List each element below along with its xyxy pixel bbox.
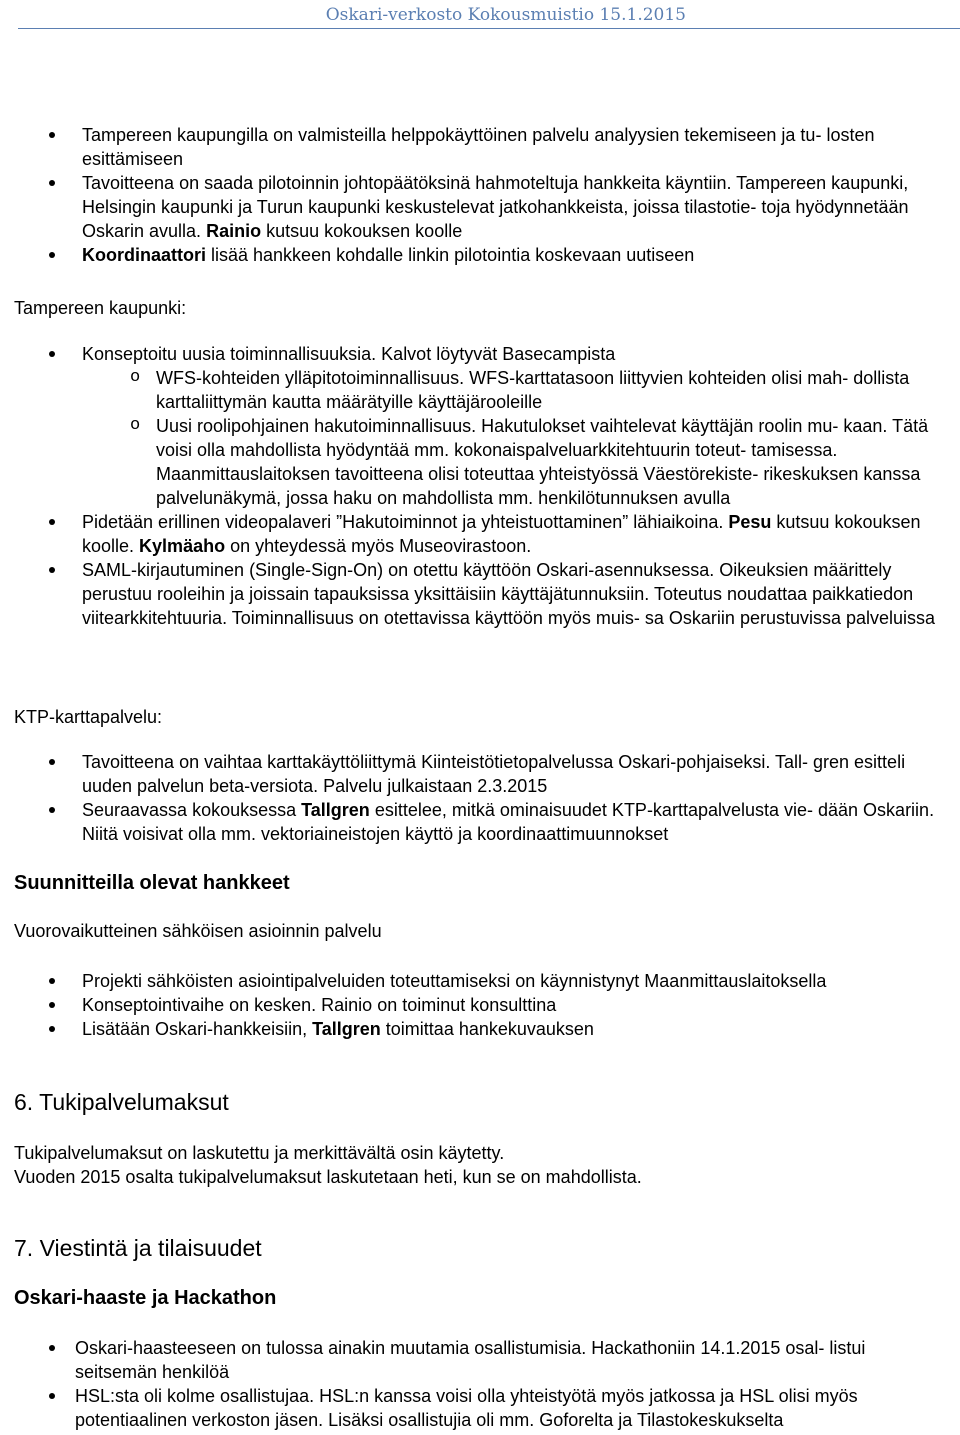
list-item: Tavoitteena on vaihtaa karttakäyttöliittymä Kiinteistötietopalvelussa Oskari-pohjaiseksi. Tall- gren esitteli uuden palvelun beta-versiota. Palvelu julkaistaan 2.3.2015 — [14, 750, 946, 798]
tampere-list — [14, 342, 946, 630]
list-item: HSL:sta oli kolme osallistujaa. HSL:n kanssa voisi olla yhteistyötä myös jatkossa ja HSL olisi myös potentiaalinen verkoston jäsen. Lisäksi osallistujia oli mm. Goforelta ja Tilastokeskukselta — [14, 1384, 946, 1432]
list-item: Koordinaattori lisää hankkeen kohdalle linkin pilotointia koskevaan uutiseen — [14, 243, 946, 267]
list-item: Oskari-haasteeseen on tulossa ainakin muutamia osallistumisia. Hackathoniin 14.1.2015 osal- listui seitsemän henkilöä — [14, 1336, 946, 1384]
intro-section — [14, 123, 946, 267]
section7-heading: 7. Viestintä ja tilaisuudet — [14, 1235, 262, 1261]
section7-subheading: Oskari-haaste ja Hackathon — [14, 1287, 277, 1309]
page-header — [0, 0, 960, 30]
ktp-heading: KTP-karttapalvelu: — [14, 707, 163, 727]
header-title: Oskari-verkosto Kokousmuistio 15.1.2015 — [322, 5, 690, 25]
list-item: Konseptointivaihe on kesken. Rainio on toiminut konsulttina — [14, 993, 946, 1017]
section7-list — [14, 1336, 946, 1432]
list-item: Seuraavassa kokouksessa Tallgren esittelee, mitkä ominaisuudet KTP-karttapalvelusta vie- dään Oskariin. Niitä voisivat olla mm. vektoriaineistojen käyttö ja koordinaattimuunnokset — [14, 798, 946, 846]
planned-heading: Suunnitteilla olevat hankkeet — [14, 872, 290, 894]
ktp-list — [14, 750, 946, 846]
intro-list — [14, 123, 946, 267]
tampere-heading: Tampereen kaupunki: — [14, 298, 187, 318]
section6-line1: Tukipalvelumaksut on laskutettu ja merkittävältä osin käytetty. — [14, 1143, 505, 1163]
list-item: SAML-kirjautuminen (Single-Sign-On) on otettu käyttöön Oskari-asennuksessa. Oikeuksien määrittely perustuu rooleihin ja joissain tapauksissa yksittäisiin käyttäjätunnuksiin. Toteutus noudattaa paikkatiedon viitearkkitehtuuria. Toiminnallisuus on otettavissa käyttöön myös muis- sa Oskariin perustuvissa palveluissa — [14, 558, 946, 630]
section7-section — [14, 1336, 946, 1432]
ktp-section — [14, 750, 946, 846]
planned-list — [14, 969, 946, 1041]
planned-section — [14, 969, 946, 1041]
section6-line2: Vuoden 2015 osalta tukipalvelumaksut laskutetaan heti, kun se on mahdollista. — [14, 1167, 642, 1187]
list-item: Tampereen kaupungilla on valmisteilla helppokäyttöinen palvelu analyysien tekemiseen ja tu- losten esittämiseen — [14, 123, 946, 171]
planned-subheading: Vuorovaikutteinen sähköisen asioinnin palvelu — [14, 921, 382, 941]
list-item: Lisätään Oskari-hankkeisiin, Tallgren toimittaa hankekuvauksen — [14, 1017, 946, 1041]
list-item: Konseptoitu uusia toiminnallisuuksia. Kalvot löytyvät Basecampista — [14, 342, 946, 366]
sub-list-item: o WFS-kohteiden ylläpitotoiminnallisuus. WFS-karttatasoon liittyvien kohteiden olisi mah- dollista karttaliittymän kautta määrätyille käyttäjärooleille — [14, 366, 946, 414]
section6-heading: 6. Tukipalvelumaksut — [14, 1089, 229, 1115]
header-rule — [18, 28, 960, 29]
tampere-section — [14, 342, 946, 630]
list-item: Tavoitteena on saada pilotoinnin johtopäätöksinä hahmoteltuja hankkeita käyntiin. Tampereen kaupunki, Helsingin kaupunki ja Turun kaupunki keskustelevat jatkohankkeista, joissa tilastotie- toja hyödynnetään Oskarin avulla. Rainio kutsuu kokouksen koolle — [14, 171, 946, 243]
list-item: Pidetään erillinen videopalaveri ”Hakutoiminnot ja yhteistuottaminen” lähiaikoina. Pesu kutsuu kokouksen koolle. Kylmäaho on yhteydessä myös Museovirastoon. — [14, 510, 946, 558]
list-item: Projekti sähköisten asiointipalveluiden toteuttamiseksi on käynnistynyt Maanmittauslaitoksella — [14, 969, 946, 993]
sub-list-item: o Uusi roolipohjainen hakutoiminnallisuus. Hakutulokset vaihtelevat käyttäjän roolin mu- kaan. Tätä voisi olla mahdollista hyödyntää mm. kokonaispalveluarkkitehtuurin toteut- tamisessa. Maanmittauslaitoksen tavoitteena olisi toteuttaa yhteistyössä Väestörekiste- rikeskuksen kanssa palvelunäkymä, jossa haku on mahdollista mm. henkilötunnuksen avulla — [14, 414, 946, 510]
